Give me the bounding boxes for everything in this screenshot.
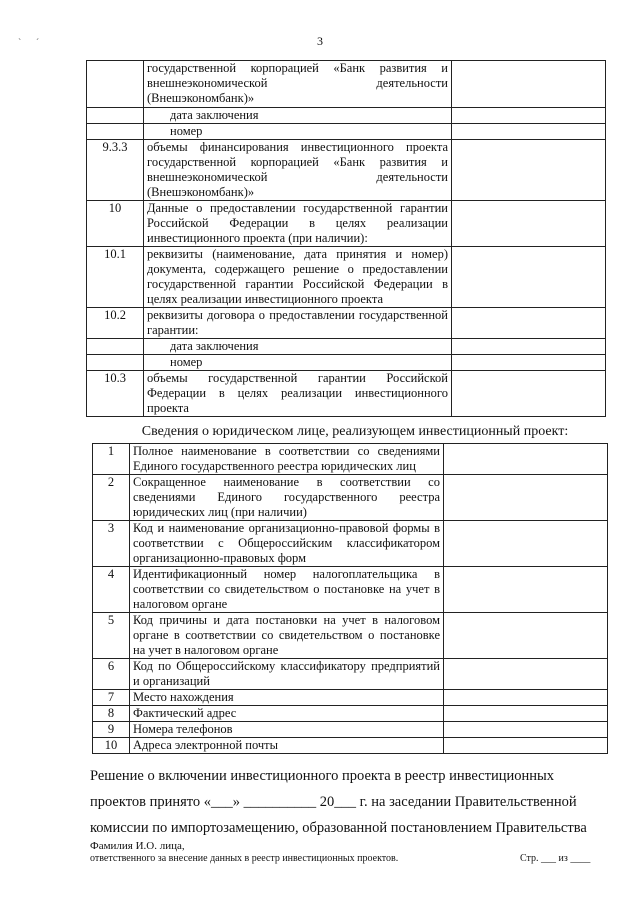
row-number <box>87 124 144 140</box>
decision-line-2: проектов принято «___» __________ 20___ г. на заседании Правительственной <box>90 794 577 810</box>
value-cell <box>452 247 606 308</box>
row-label: Адреса электронной почты <box>130 738 444 754</box>
table-row <box>93 659 608 690</box>
table-row <box>93 690 608 706</box>
row-number <box>87 339 144 355</box>
value-cell <box>452 355 606 371</box>
table-row <box>93 475 608 521</box>
page-number: 3 <box>317 34 323 48</box>
row-number: 10 <box>93 738 130 754</box>
decision-line-3: комиссии по импортозамещению, образованной постановлением Правительства <box>90 820 587 836</box>
table-row <box>93 722 608 738</box>
row-number: 9 <box>93 722 130 738</box>
value-cell <box>444 706 608 722</box>
table-row <box>87 61 606 108</box>
value-cell <box>444 690 608 706</box>
table-row <box>93 444 608 475</box>
row-label: Код и наименование организационно-правовой формы в соответствии с Общероссийским классификатором организационно-правовых форм <box>130 521 444 567</box>
value-cell <box>452 124 606 140</box>
row-label: дата заключения <box>144 339 452 355</box>
row-label: Код причины и дата постановки на учет в налоговом органе в соответствии со свидетельством о постановке на учет в налоговом органе <box>130 613 444 659</box>
scan-marks: ` ´ <box>18 38 46 49</box>
table-row <box>93 521 608 567</box>
table-row <box>93 567 608 613</box>
row-label: дата заключения <box>144 108 452 124</box>
row-number: 5 <box>93 613 130 659</box>
row-label: государственной корпорацией «Банк развития и внешнеэкономической деятельности (Внешэкономбанк)» <box>144 61 452 108</box>
row-number: 9.3.3 <box>87 140 144 201</box>
row-number: 8 <box>93 706 130 722</box>
row-number <box>87 355 144 371</box>
footer-responsible: ответственного за внесение данных в реестр инвестиционных проектов. <box>90 853 399 864</box>
row-label: Полное наименование в соответствии со сведениями Единого государственного реестра юридических лиц <box>130 444 444 475</box>
value-cell <box>444 567 608 613</box>
section-heading: Сведения о юридическом лице, реализующем инвестиционный проект: <box>141 424 569 439</box>
table-row <box>87 355 606 371</box>
value-cell <box>452 371 606 417</box>
row-number: 6 <box>93 659 130 690</box>
value-cell <box>444 444 608 475</box>
row-number: 7 <box>93 690 130 706</box>
decision-line-1: Решение о включении инвестиционного проекта в реестр инвестиционных <box>90 768 554 784</box>
row-number: 10 <box>87 201 144 247</box>
value-cell <box>452 108 606 124</box>
table-row <box>87 308 606 339</box>
table-row <box>87 108 606 124</box>
value-cell <box>452 201 606 247</box>
table-row <box>93 613 608 659</box>
value-cell <box>444 738 608 754</box>
value-cell <box>452 308 606 339</box>
value-cell <box>452 339 606 355</box>
value-cell <box>452 61 606 108</box>
table-row <box>87 371 606 417</box>
table-row <box>87 201 606 247</box>
table-row <box>87 124 606 140</box>
row-number: 2 <box>93 475 130 521</box>
value-cell <box>444 475 608 521</box>
table-row <box>93 738 608 754</box>
row-number: 1 <box>93 444 130 475</box>
table-row <box>87 339 606 355</box>
row-label: реквизиты (наименование, дата принятия и номер) документа, содержащего решение о предоставлении государственной гарантии Российской Федерации в целях реализации инвестиционного проекта <box>144 247 452 308</box>
row-number: 4 <box>93 567 130 613</box>
row-label: Код по Общероссийскому классификатору предприятий и организаций <box>130 659 444 690</box>
row-label: объемы финансирования инвестиционного проекта государственной корпорацией «Банк развития и внешнеэкономической деятельности (Внешэкономбанк)» <box>144 140 452 201</box>
value-cell <box>452 140 606 201</box>
value-cell <box>444 722 608 738</box>
table-row <box>93 706 608 722</box>
row-number: 10.1 <box>87 247 144 308</box>
row-label: реквизиты договора о предоставлении государственной гарантии: <box>144 308 452 339</box>
row-label: объемы государственной гарантии Российской Федерации в целях реализации инвестиционного проекта <box>144 371 452 417</box>
row-label: номер <box>144 355 452 371</box>
table-row <box>87 247 606 308</box>
row-number <box>87 61 144 108</box>
footer-name: Фамилия И.О. лица, <box>90 840 185 852</box>
row-label: Идентификационный номер налогоплательщика в соответствии со свидетельством о постановке на учет в налоговом органе <box>130 567 444 613</box>
row-label: Место нахождения <box>130 690 444 706</box>
value-cell <box>444 613 608 659</box>
row-label: Данные о предоставлении государственной гарантии Российской Федерации в целях реализации инвестиционного проекта (при наличии): <box>144 201 452 247</box>
row-label: номер <box>144 124 452 140</box>
row-number: 10.3 <box>87 371 144 417</box>
row-label: Номера телефонов <box>130 722 444 738</box>
row-number: 10.2 <box>87 308 144 339</box>
row-number: 3 <box>93 521 130 567</box>
value-cell <box>444 521 608 567</box>
row-label: Фактический адрес <box>130 706 444 722</box>
investment-data-table <box>86 60 606 417</box>
row-label: Сокращенное наименование в соответствии со сведениями Единого государственного реестра юридических лиц (при наличии) <box>130 475 444 521</box>
legal-entity-table <box>92 443 608 754</box>
footer-page-count: Стр. ___ из ____ <box>520 853 591 864</box>
value-cell <box>444 659 608 690</box>
row-number <box>87 108 144 124</box>
table-row <box>87 140 606 201</box>
